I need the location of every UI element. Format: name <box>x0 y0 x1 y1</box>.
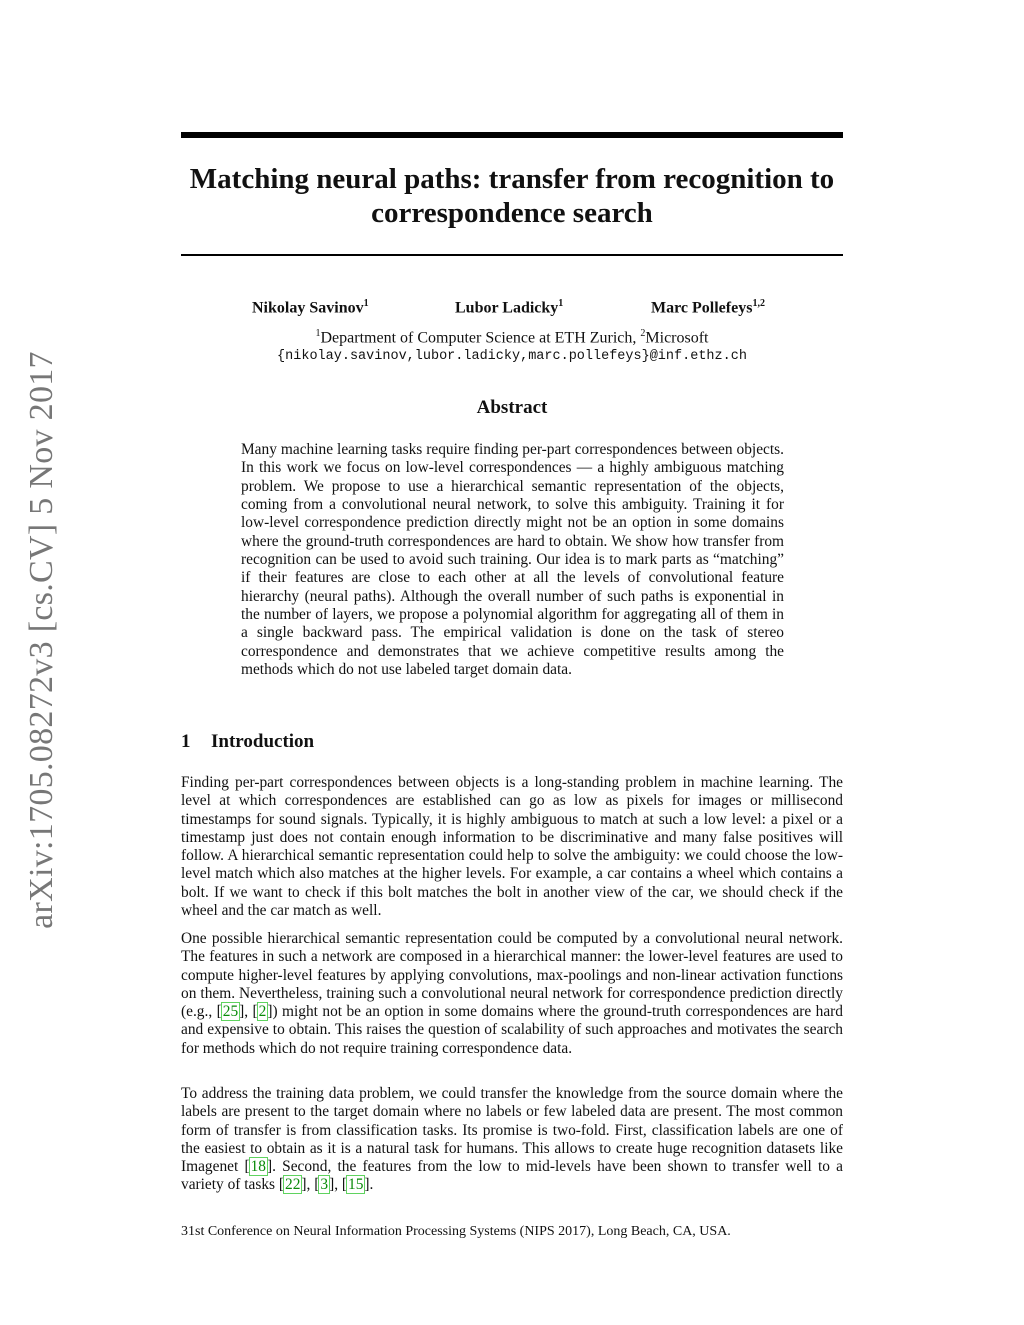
author-name: Marc Pollefeys <box>651 299 753 317</box>
conference-footnote: 31st Conference on Neural Information Processing Systems (NIPS 2017), Long Beach, CA, USA. <box>181 1224 731 1239</box>
author-affil-mark: 1 <box>363 298 369 309</box>
paragraph-text: ]) might not be an option in some domains where the ground-truth correspondences are hard and expensive to obtain. This raises the question of scalability of such approaches and motivates the search for methods which do not require training correspondence data. <box>181 1003 843 1057</box>
citation-link[interactable]: 15 <box>348 1176 364 1194</box>
affiliations <box>181 328 843 347</box>
paragraph-text: One possible hierarchical semantic representation could be computed by a convolutional neural network. The features in such a network are composed in a hierarchical manner: the lower-level features are used to compute higher-level features by applying convolutions, max-poolings and non-linear activation functions on them. Nevertheless, training such a convolutional neural network for correspondence prediction directly (e.g., [ <box>181 930 843 1021</box>
citation-link[interactable]: 3 <box>320 1176 329 1194</box>
abstract-heading: Abstract <box>476 397 548 418</box>
citation-link[interactable]: 18 <box>250 1158 266 1176</box>
author-affil-mark: 1,2 <box>752 298 765 309</box>
paragraph-text: To address the training data problem, we could transfer the knowledge from the source domain where the labels are present to the target domain where no labels or few labeled data are present. The most common form of transfer is from classification tasks. Its promise is two-fold. First, classification labels are one of the easiest to obtain as it is a natural task for humans. This allows to create huge recognition datasets like Imagenet [ <box>181 1085 843 1176</box>
author-savinov <box>252 298 369 317</box>
abstract-text: Many machine learning tasks require finding per-part correspondences between objects. In this work we focus on low-level correspondences — a highly ambiguous matching problem. We propose to use a hierarchical semantic representation of the objects, coming from a convolutional neural network, to solve this ambiguity. Training it for low-level correspondence prediction directly might not be an option in some domains where the ground-truth correspondences are hard to obtain. We show how transfer from recognition can be used to avoid such training. Our idea is to mark parts as “matching” if their features are close to each other at all the levels of convolutional feature hierarchy (neural paths). Although the overall number of such paths is exponential in the number of layers, we propose a polynomial algorithm for aggregating all of them in a single backward pass. The empirical validation is done on the task of stereo correspondence and demonstrates that we achieve competitive results among the methods which do not use labeled target domain data. <box>241 441 784 679</box>
citation-link[interactable]: 25 <box>222 1003 239 1021</box>
paragraph-text: ]. Second, the features from the low to mid-levels have been shown to transfer well to a variety of tasks [ <box>181 1158 843 1194</box>
title-top-rule <box>181 132 843 138</box>
paper-title: Matching neural paths: transfer from recognition to correspondence search <box>189 163 835 229</box>
author-name: Lubor Ladicky <box>455 299 559 317</box>
author-affil-mark: 1 <box>558 298 564 309</box>
author-pollefeys <box>651 298 765 317</box>
paragraph-text: ], [ <box>239 1003 258 1021</box>
paragraph-text: ], [ <box>329 1176 348 1194</box>
author-list <box>181 298 843 322</box>
intro-paragraph-2 <box>181 930 843 1058</box>
intro-paragraph-3 <box>181 1085 843 1195</box>
arxiv-identifier: arXiv:1705.08272v3 [cs.CV] 5 Nov 2017 <box>23 351 60 929</box>
citation-link[interactable]: 2 <box>258 1003 267 1021</box>
title-bottom-rule <box>181 254 843 256</box>
paragraph-text: ], [ <box>301 1176 320 1194</box>
affil-mark: 1 <box>315 328 321 339</box>
section-number: 1 <box>181 731 191 752</box>
author-name: Nikolay Savinov <box>252 299 364 317</box>
intro-paragraph-1: Finding per-part correspondences between objects is a long-standing problem in machine learning. The level at which correspondences are established can go as low as pixels for images or millisecond timestamps for sound signals. Typically, it is highly ambiguous to match at such a low level: a pixel or a timestamp just does not contain enough information to be discriminative and many false positives will follow. A hierarchical semantic representation could help to solve the ambiguity: we could choose the low-level match which also matches at the higher levels. For example, a car contains a wheel which contains a bolt. If we want to check if this bolt matches the bolt in another view of the car, we should check if the wheel and the car match as well. <box>181 774 843 920</box>
author-ladicky <box>455 298 563 317</box>
affil-mark: 2 <box>640 328 646 339</box>
section-title: Introduction <box>211 731 315 752</box>
affil-eth: Department of Computer Science at ETH Zurich, <box>320 329 641 347</box>
paragraph-text: ]. <box>364 1176 374 1194</box>
author-emails: {nikolay.savinov,lubor.ladicky,marc.pollefeys}@inf.ethz.ch <box>277 349 747 364</box>
affil-microsoft: Microsoft <box>645 329 709 347</box>
section-heading-introduction <box>181 731 843 753</box>
citation-link[interactable]: 22 <box>285 1176 301 1194</box>
